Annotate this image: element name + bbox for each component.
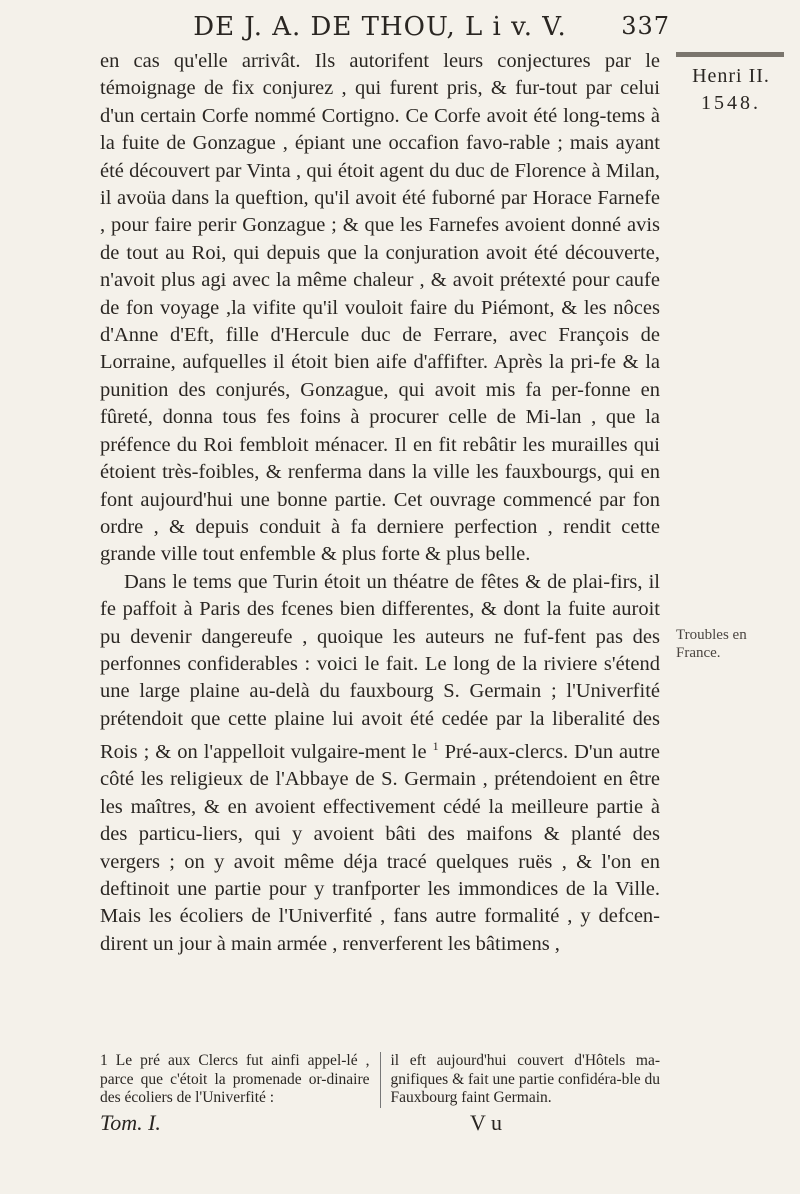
- running-title: DE J. A. DE THOU, L i v. V.: [193, 12, 567, 42]
- footnotes: [100, 1052, 660, 1108]
- margin-year: 1548.: [701, 92, 761, 114]
- paragraph-2-part-1: Dans le tems que Turin étoit un théatre de fêtes & de plai-firs, il fe paffoit à Paris des fcenes bien differentes, & dont la fuite auroit pu devenir dangereufe , quoique les auteurs ne fuf-fent pas des perfonnes confiderables : voici le fait. Le long de la riviere s'étend une large plaine au-delà du fauxbourg S. Germain ; l'Univerfité prétendoit que cette plaine lui avoit été cedée par la liberalité des Rois ; & on l'appelloit vulgaire-ment le: [100, 570, 660, 763]
- paragraph-1: en cas qu'elle arrivât. Ils autorifent leurs conjectures par le témoignage de fix conjurez , qui furent pris, & fur-tout par celui d'un certain Corfe nommé Cortigno. Ce Corfe avoit été long-tems à la fuite de Gonzague , épiant une occafion favo-rable ; mais ayant été découvert par Vinta , qui étoit agent du duc de Florence à Milan, il avoüa dans la queftion, qu'il avoit été fuborné par Horace Farnefe , pour faire perir Gonzague ; & que les Farnefes avoient donné avis de tout au Roi, qui depuis que la conjuration avoit été découverte, n'avoit plus agi avec la même chaleur , & avoit prétexté pour caufe de fon voyage ,la vifite qu'il vouloit faire du Piémont, & les nôces d'Anne d'Eft, fille d'Hercule duc de Ferrare, avec François de Lorraine, aufquelles il étoit bien aife d'affifter. Après la pri-fe & la punition des conjurés, Gonzague, qui avoit mis fa per-fonne en fûreté, donna tous fes foins à procurer celle de Mi-lan , que la préfence du Roi fembloit ménacer. Il en fit rebâtir les murailles qui étoient très-foibles, & renferma dans la ville les fauxbourgs, qui en font aujourd'hui une bonne partie. Cet ouvrage commencé par fon ordre , & depuis conduit à fa derniere perfection , rendit cette grande ville tout enfemble & plus forte & plus belle.: [100, 50, 660, 566]
- signature-mark: Tom. I.: [100, 1110, 161, 1135]
- margin-king: Henri II.: [692, 65, 770, 87]
- running-header: [100, 12, 670, 42]
- margin-note-topic: Troubles en France.: [676, 627, 747, 661]
- margin-rule: [676, 52, 784, 57]
- footnote-right: il eft aujourd'hui couvert d'Hôtels ma-gnifiques & fait une partie confidéra-ble du Fauxbourg faint Germain.: [390, 1052, 660, 1106]
- footnote-marker: 1: [432, 739, 439, 754]
- catchword: V u: [470, 1110, 502, 1135]
- margin-note-reign: [676, 52, 786, 115]
- paragraph-2: [100, 569, 660, 959]
- paragraph-2-part-2: Pré-aux-clercs. D'un autre côté les religieux de l'Abbaye de S. Germain , prétendoient en être les maîtres, & en avoient effectivement cédé la meilleure partie à des particu-liers, qui y avoient bâti des maifons & planté des vergers ; on y avoit même déja tracé quelques ruës , & l'on en deftinoit une partie pour y tranfporter les immondices de la Ville. Mais les écoliers de l'Univerfité , fans autre formalité , y defcen-dirent un jour à main armée , renverferent les bâtimens ,: [100, 740, 661, 955]
- main-text: [100, 48, 660, 958]
- page-number: 337: [621, 12, 670, 40]
- footnote-left: 1 Le pré aux Clercs fut ainfi appel-lé , parce que c'étoit la promenade or-dinaire des écoliers de l'Univerfité :: [100, 1052, 381, 1108]
